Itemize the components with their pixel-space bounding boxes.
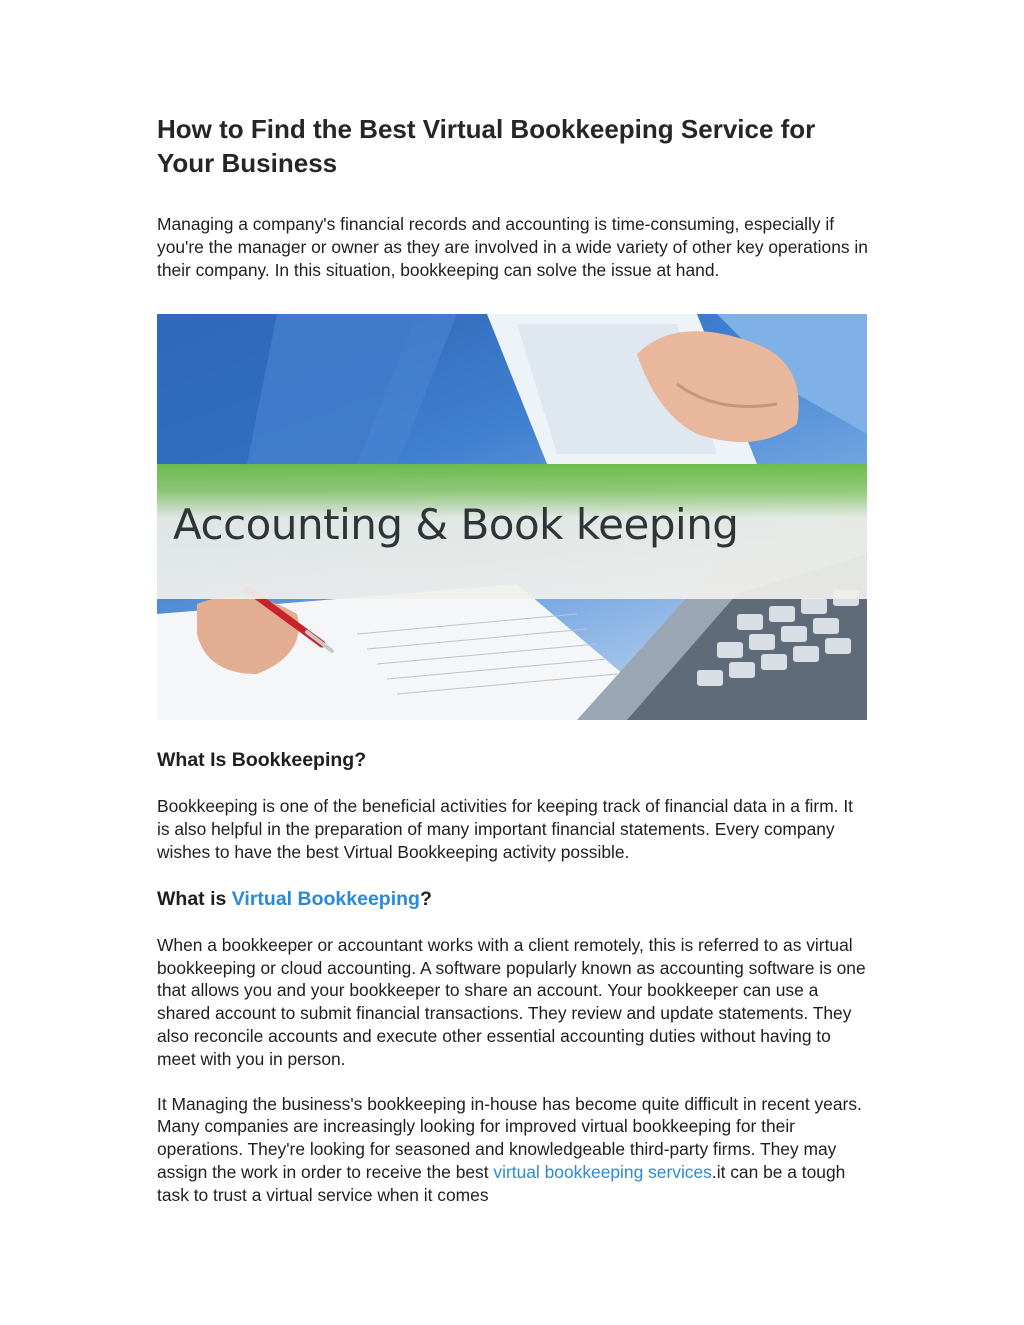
intro-paragraph: Managing a company's financial records and accounting is time-consuming, especially if you're the manager or owner as they are involved in a wide variety of other key operations in their company. In this situation, bookkeeping can solve the issue at hand. bbox=[157, 214, 868, 280]
hero-banner-text: Accounting & Book keeping bbox=[173, 500, 739, 550]
virtual-bookkeeping-services-link[interactable]: virtual bookkeeping services bbox=[493, 1161, 712, 1182]
virtual-bookkeeping-paragraph: When a bookkeeper or accountant works with a client remotely, this is referred to as virtual bookkeeping or cloud accounting. A software popularly known as accounting software is one that allows you and your bookkeeper to share an account. Your bookkeeper can use a shared account to submit financial transactions. They review and update statements. They also reconcile accounts and execute other essential accounting duties without having to meet with you in person. bbox=[157, 934, 866, 1069]
heading-what-is-virtual-bookkeeping bbox=[157, 886, 869, 912]
inhouse-paragraph bbox=[157, 1093, 869, 1207]
heading-what-is-bookkeeping: What Is Bookkeeping? bbox=[157, 749, 367, 772]
virtual-bookkeeping-link[interactable]: Virtual Bookkeeping bbox=[231, 887, 420, 910]
heading-prefix: What is bbox=[157, 887, 232, 910]
article bbox=[157, 112, 869, 1207]
inhouse-paragraph-text: It Managing the business's bookkeeping in-house has become quite difficult in recent years. Many companies are increasingly looking for improved virtual bookkeeping for their operations. They're looking for seasoned and knowledgeable third-party firms. They may assign the work in order to receive the best bbox=[157, 1093, 862, 1182]
inhouse-paragraph-continuation: .it can be a tough task to trust a virtual service when it comes bbox=[157, 1161, 846, 1205]
hero-image bbox=[157, 314, 867, 720]
heading-suffix: ? bbox=[419, 887, 432, 910]
page-title: How to Find the Best Virtual Bookkeeping Service for Your Business bbox=[157, 114, 816, 178]
bookkeeping-paragraph: Bookkeeping is one of the beneficial activities for keeping track of financial data in a firm. It is also helpful in the preparation of many important financial statements. Every company wishes to have the best Virtual Bookkeeping activity possible. bbox=[157, 796, 854, 862]
